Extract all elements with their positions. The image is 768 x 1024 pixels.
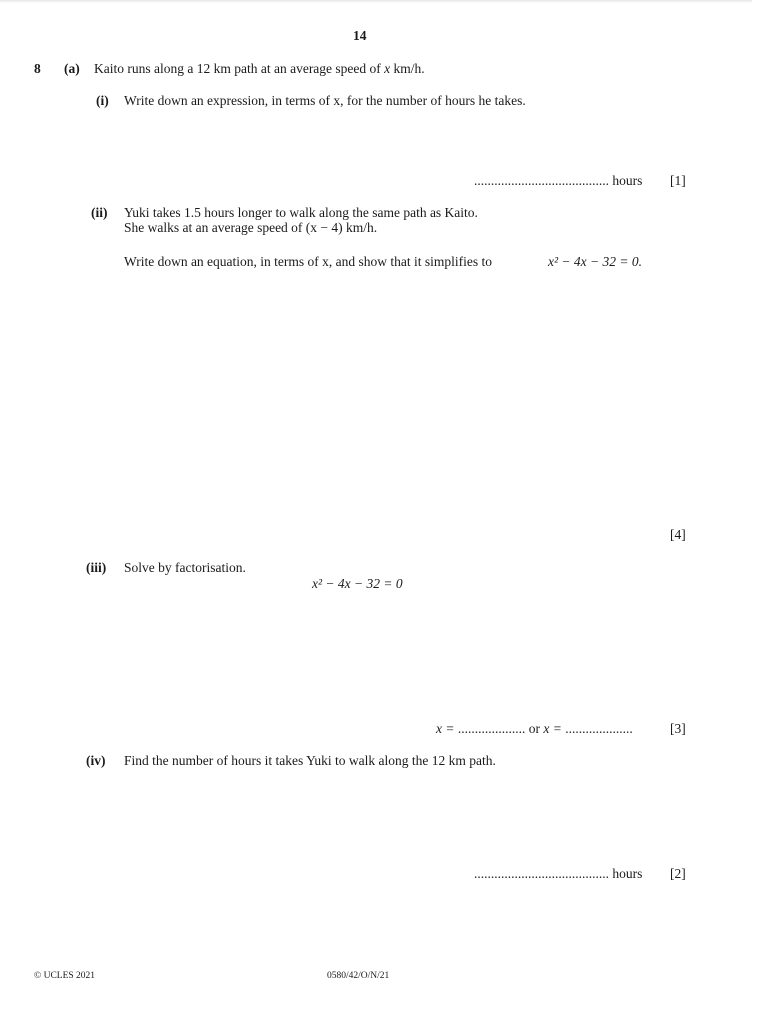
footer-paper-code: 0580/42/O/N/21 bbox=[327, 971, 390, 981]
part-i-unit: hours bbox=[612, 173, 643, 188]
part-ii-label: (ii) bbox=[91, 205, 108, 220]
part-ii-line-1: Yuki takes 1.5 hours longer to walk along the same path as Kaito. bbox=[124, 205, 478, 220]
footer-copyright: © UCLES 2021 bbox=[34, 971, 96, 981]
part-iii-x2-prefix: x = bbox=[543, 721, 562, 736]
part-a-text-start: Kaito runs along a 12 km path at an average speed of bbox=[94, 61, 385, 76]
part-iv-answer-line[interactable] bbox=[474, 866, 642, 882]
page-top-edge bbox=[0, 0, 752, 3]
part-iii-label: (iii) bbox=[86, 560, 107, 575]
part-iv-text: Find the number of hours it takes Yuki to walk along the 12 km path. bbox=[124, 753, 496, 768]
part-iii-x1-prefix: x = bbox=[436, 721, 455, 736]
part-iv-label: (iv) bbox=[86, 753, 106, 768]
page-right-margin bbox=[752, 0, 768, 1024]
part-i-marks: [1] bbox=[670, 173, 686, 188]
part-iii-answer-dots-1[interactable]: .................... bbox=[457, 721, 526, 736]
part-i-label: (i) bbox=[96, 93, 109, 108]
part-ii-line-2: She walks at an average speed of (x − 4) km/h. bbox=[124, 220, 378, 235]
part-a-text-end: km/h. bbox=[390, 61, 425, 76]
part-i-text: Write down an expression, in terms of x, for the number of hours he takes. bbox=[124, 93, 526, 108]
part-ii-marks: [4] bbox=[670, 527, 686, 542]
question-number: 8 bbox=[34, 61, 41, 76]
part-iv-marks: [2] bbox=[670, 866, 686, 881]
part-a-text bbox=[94, 61, 425, 77]
part-i-answer-dots[interactable]: ........................................ bbox=[474, 173, 609, 188]
part-a-label: (a) bbox=[64, 61, 80, 76]
part-iii-marks: [3] bbox=[670, 721, 686, 736]
part-iii-answer-line bbox=[436, 721, 633, 737]
part-ii-equation: x² − 4x − 32 = 0. bbox=[548, 254, 642, 269]
page-number: 14 bbox=[353, 28, 367, 43]
part-iii-text: Solve by factorisation. bbox=[124, 560, 246, 575]
part-ii-instruction: Write down an equation, in terms of x, and show that it simplifies to bbox=[124, 254, 493, 269]
part-i-answer-line[interactable] bbox=[474, 173, 642, 189]
part-iii-answer-dots-2[interactable]: .................... bbox=[565, 721, 633, 736]
part-iii-equation: x² − 4x − 32 = 0 bbox=[312, 576, 403, 591]
part-iii-or: or bbox=[528, 721, 540, 736]
part-iv-answer-dots[interactable]: ........................................ bbox=[474, 866, 609, 881]
part-a-variable: x bbox=[384, 61, 391, 76]
part-iv-unit: hours bbox=[612, 866, 643, 881]
